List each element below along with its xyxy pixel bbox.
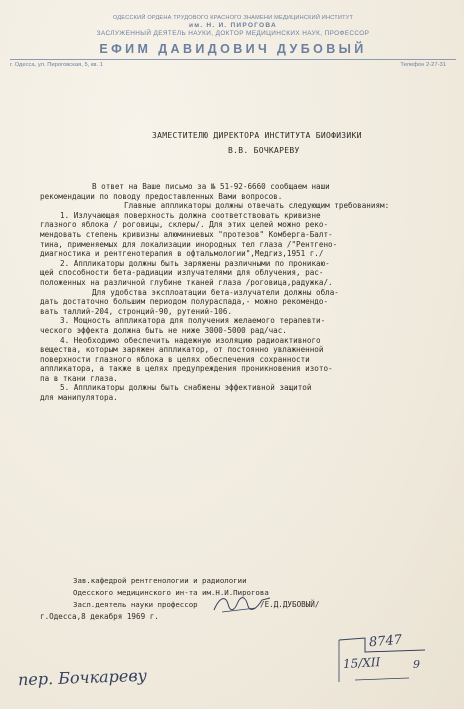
body-line: па в ткани глаза.	[40, 373, 118, 383]
recipient	[152, 128, 362, 158]
body-line: ческого эффекта должна быть не ниже 3000-5000 рад/час.	[40, 325, 287, 335]
signature-title-3: Засл.деятель науки профессор	[73, 600, 198, 609]
letterhead-address: г. Одесса, ул. Пироговская, 5, кв. 1	[10, 62, 103, 68]
letterhead-institute: ОДЕССКИЙ ОРДЕНА ТРУДОВОГО КРАСНОГО ЗНАМЕНИ МЕДИЦИНСКИЙ ИНСТИТУТ	[112, 15, 354, 21]
signature-title-2: Одесского медицинского ин-та им.Н.И.Пирогова	[73, 588, 269, 597]
body-line: глазного яблока / роговицы, склеры/. Для этих целей можно реко-	[40, 220, 329, 230]
registration-extra: 9	[413, 658, 420, 671]
body-line: щей способности бета-радиации излучателями для облучения, рас-	[40, 268, 324, 278]
body-line: 5. Аппликаторы должны быть снабжены эффективной защитой	[60, 383, 312, 393]
body-line: 4. Необходимо обеспечить надежную изоляцию радиоактивного	[60, 335, 321, 345]
letterhead-institute-name: им. Н. И. ПИРОГОВА	[189, 22, 277, 29]
recipient-name: В.В. БОЧКАРЕВУ	[228, 146, 300, 155]
registration-stamp	[325, 632, 433, 688]
body-line: тина, применяемых для локализации инородных тел глаза /"Рентгено-	[40, 239, 338, 249]
body-line: 1. Излучающая поверхность должна соответствовать кривизне	[60, 210, 321, 220]
letter-body	[40, 182, 458, 403]
registration-date: 15/XII	[342, 655, 381, 671]
letterhead	[10, 14, 456, 70]
signature-title-1: Зав.кафедрой рентгенологии и радиологии	[73, 576, 247, 585]
body-line: поверхности глазного яблока в целях обеспечения сохранности	[40, 354, 310, 364]
letterhead-phone: Телефон 2-27-31	[400, 62, 446, 68]
body-line: дать достаточно большим периодом полураспада,- можно рекомендо-	[40, 297, 329, 307]
body-line: Для удобства эксплоатации бета-излучатели должны обла-	[92, 287, 339, 297]
signature-name: /Е.Д.ДУБОВЫЙ/	[260, 600, 320, 609]
body-line: Главные аппликаторы должны отвечать следующим требованиям:	[124, 201, 390, 211]
body-line: диагностика и рентгенотерапия в офтальмологии",Медгиз,1951 г./	[40, 249, 324, 259]
body-line: 3. Мощность аппликатора для получения желаемого терапевти-	[60, 316, 326, 326]
body-line: 2. Аппликаторы должны быть заряжены различными по проникаю-	[60, 258, 330, 268]
body-line: аппликатора, а также в целях предупреждения проникновения изото-	[40, 364, 333, 374]
body-line: для манипулятора.	[40, 393, 118, 403]
body-line: рекомендации по поводу предоставленных Вами вопросов.	[40, 191, 283, 201]
body-line: мендовать степень кривизны алюминиевых "протезов" Комберга-Балт-	[40, 229, 333, 239]
body-line: В ответ на Ваше письмо за № 51-92-6660 сообщаем наши	[92, 182, 330, 191]
body-line: положенных на различной глубине тканей глаза /роговица,радужка/.	[40, 277, 333, 287]
letterhead-contacts	[10, 62, 456, 70]
letterhead-title: ЗАСЛУЖЕННЫЙ ДЕЯТЕЛЬ НАУКИ, ДОКТОР МЕДИЦИНСКИХ НАУК, ПРОФЕССОР	[96, 30, 370, 37]
body-line: вещества, которым заряжен аппликатор, от постоянно увлажненной	[40, 345, 324, 355]
letterhead-rule	[10, 59, 456, 60]
registration-number: 8747	[368, 632, 403, 651]
handwritten-note: пер. Бочкареву	[17, 665, 148, 690]
recipient-position: ЗАМЕСТИТЕЛЮ ДИРЕКТОРА ИНСТИТУТА БИОФИЗИКИ	[152, 131, 362, 140]
date-place: г.Одесса,8 декабря 1969 г.	[40, 612, 159, 621]
letterhead-name: ЕФИМ ДАВИДОВИЧ ДУБОВЫЙ	[99, 42, 367, 56]
body-line: вать таллий-204, стронций-90, рутений-106.	[40, 306, 233, 316]
